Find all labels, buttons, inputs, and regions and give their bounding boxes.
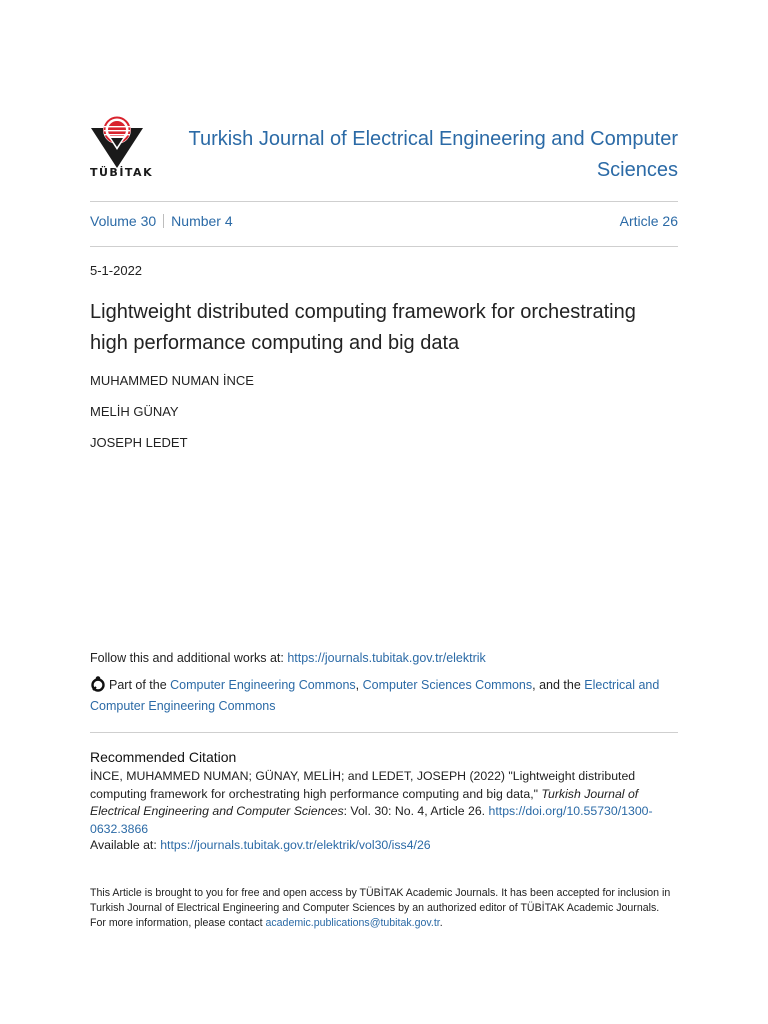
- available-at-line: [90, 838, 431, 852]
- logo-wordmark: TÜBİTAK: [90, 166, 154, 179]
- commons-link-computer-sciences[interactable]: Computer Sciences Commons: [362, 678, 533, 692]
- doi-link[interactable]: https://doi.org/10.55730/1300-0632.3866: [90, 804, 653, 836]
- article-title: Lightweight distributed computing framework for orchestrating high performance computing and big data: [90, 301, 636, 354]
- access-statement-end: .: [439, 917, 443, 929]
- access-statement-text: This Article is brought to you for free and open access by TÜBİTAK Academic Journals. It has been accepted for inclusion in Turkish Journal of Electrical Engineering and Computer Sciences by an authorized editor of TÜBİTAK Academic Journals. For more information, please contact: [90, 887, 671, 929]
- commons-link-computer-engineering[interactable]: Computer Engineering Commons: [170, 678, 356, 692]
- contact-email-link[interactable]: academic.publications@tubitak.gov.tr: [265, 917, 440, 929]
- recommended-citation-heading: Recommended Citation: [90, 749, 237, 765]
- cover-page: [90, 0, 678, 1024]
- author-name: MUHAMMED NUMAN İNCE: [90, 373, 254, 388]
- follow-line: [90, 651, 486, 665]
- number-link[interactable]: Number 4: [171, 213, 233, 229]
- journal-title-link[interactable]: Turkish Journal of Electrical Engineering and Computer Sciences: [188, 128, 678, 181]
- divider: [90, 201, 678, 202]
- part-of-separator: , and the: [532, 678, 585, 692]
- follow-link[interactable]: https://journals.tubitak.gov.tr/elektrik: [287, 651, 486, 665]
- available-link[interactable]: https://journals.tubitak.gov.tr/elektrik/vol30/iss4/26: [160, 838, 431, 852]
- citation-text: [90, 768, 678, 838]
- access-statement: [90, 886, 678, 931]
- part-of-line: [90, 675, 678, 717]
- commons-link-electrical-computer-engineering[interactable]: Electrical and Computer Engineering Commons: [90, 678, 660, 713]
- citation-journal: Turkish Journal of Electrical Engineering and Computer Sciences: [90, 786, 639, 818]
- article-link[interactable]: Article 26: [619, 213, 678, 229]
- author-name: JOSEPH LEDET: [90, 435, 188, 450]
- part-of-separator: ,: [355, 678, 363, 692]
- follow-text: Follow this and additional works at:: [90, 651, 288, 665]
- available-text: Available at:: [90, 838, 161, 852]
- network-commons-icon: [90, 676, 106, 692]
- citation-volume: : Vol. 30: No. 4, Article 26.: [343, 804, 489, 818]
- issue-separator: [163, 214, 164, 228]
- part-of-text: Part of the: [109, 678, 171, 692]
- issue-bar: [90, 213, 678, 229]
- divider: [90, 732, 678, 733]
- citation-authors-title: İNCE, MUHAMMED NUMAN; GÜNAY, MELİH; and LEDET, JOSEPH (2022) "Lightweight distributed computing framework for orchestrating high performance computing and big data,": [90, 769, 636, 801]
- volume-link[interactable]: Volume 30: [90, 213, 157, 229]
- publication-date: 5-1-2022: [90, 263, 143, 278]
- author-name: MELİH GÜNAY: [90, 404, 179, 419]
- divider: [90, 246, 678, 247]
